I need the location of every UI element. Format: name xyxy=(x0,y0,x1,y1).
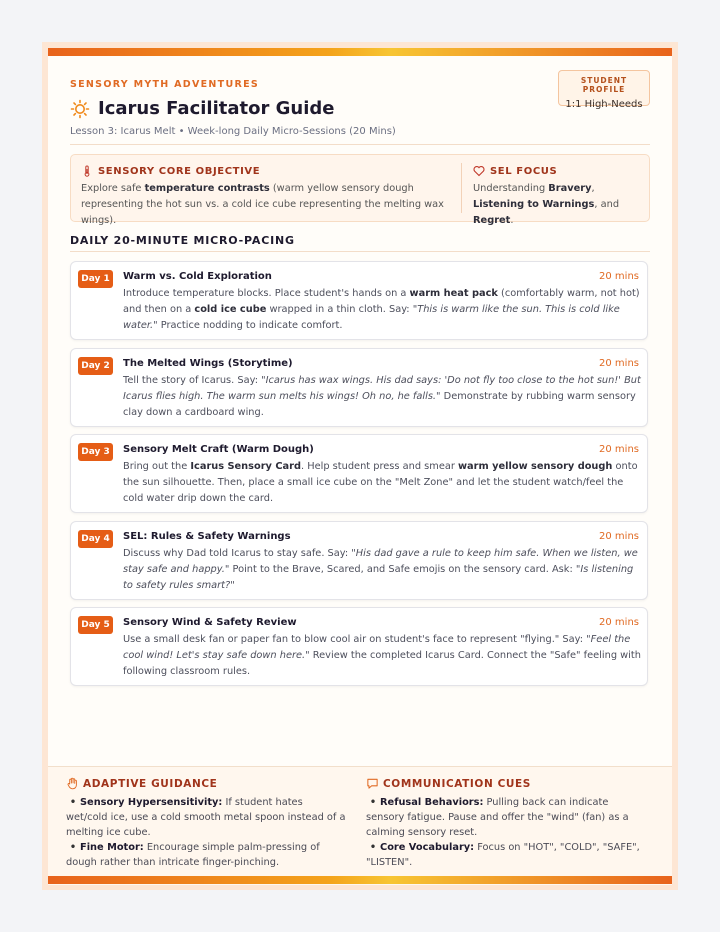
day-badge: Day 3 xyxy=(78,443,113,461)
sensory-core-objective xyxy=(81,165,449,229)
day-description: Discuss why Dad told Icarus to stay safe. Say: "His dad gave a rule to keep him safe. When we listen, we stay safe and happy." Point to the Brave, Scared, and Safe emojis on the sensory card. Ask: "Is listening to safety rules smart?" xyxy=(123,548,638,591)
sun-icon xyxy=(70,99,90,119)
day-card-5 xyxy=(70,607,648,686)
student-profile-badge xyxy=(558,70,650,110)
core-objective-text: Explore safe temperature contrasts (warm yellow sensory dough representing the hot sun vs. a cold ice cube representing the melting wax wings). xyxy=(81,183,444,226)
day-duration: 20 mins xyxy=(599,444,639,455)
day-description: Bring out the Icarus Sensory Card. Help student press and smear warm yellow sensory dough onto the sun silhouette. Then, place a small ice cube on the "Melt Zone" and let the student watch/feel the cold water drip down the card. xyxy=(123,461,638,504)
bottom-gradient-bar xyxy=(48,876,672,884)
profile-label: STUDENT PROFILE xyxy=(580,76,628,94)
day-card-4 xyxy=(70,521,648,600)
day-duration: 20 mins xyxy=(599,271,639,282)
footer-panel xyxy=(48,766,672,885)
day-title: Sensory Melt Craft (Warm Dough) xyxy=(123,444,314,455)
sel-focus-title: SEL FOCUS xyxy=(490,165,558,177)
chat-icon xyxy=(366,777,379,790)
core-objective-heading xyxy=(81,165,449,177)
list-item: • Core Vocabulary: Focus on "HOT", "COLD", "SAFE", "LISTEN". xyxy=(366,842,640,868)
profile-value: 1:1 High-Needs xyxy=(565,99,643,110)
day-card-3 xyxy=(70,434,648,513)
sel-focus-heading xyxy=(473,165,638,177)
communication-cues-title: COMMUNICATION CUES xyxy=(383,777,531,790)
day-badge: Day 5 xyxy=(78,616,113,634)
sel-focus xyxy=(473,165,638,229)
day-duration: 20 mins xyxy=(599,358,639,369)
day-title: The Melted Wings (Storytime) xyxy=(123,358,293,369)
day-title: Warm vs. Cold Exploration xyxy=(123,271,272,282)
objective-panel xyxy=(70,154,650,226)
day-duration: 20 mins xyxy=(599,531,639,542)
sel-focus-text: Understanding Bravery, Listening to Warnings, and Regret. xyxy=(473,183,620,226)
guide-page xyxy=(42,42,678,890)
day-badge: Day 1 xyxy=(78,270,113,288)
pacing-divider xyxy=(70,251,650,252)
lesson-subtitle: Lesson 3: Icarus Melt • Week-long Daily Micro-Sessions (20 Mins) xyxy=(70,126,396,137)
day-title: SEL: Rules & Safety Warnings xyxy=(123,531,291,542)
objective-divider xyxy=(461,163,462,213)
adaptive-guidance-title: ADAPTIVE GUIDANCE xyxy=(83,777,218,790)
list-item: • Sensory Hypersensitivity: If student hates wet/cold ice, use a cold smooth metal spoon instead of a melting ice cube. xyxy=(66,797,346,838)
heart-icon xyxy=(473,165,485,177)
core-objective-title: SENSORY CORE OBJECTIVE xyxy=(98,165,261,177)
day-description: Introduce temperature blocks. Place student's hands on a warm heat pack (comfortably warm, not hot) and then on a cold ice cube wrapped in a thin cloth. Say: "This is warm like the sun. This is cold like water." Practice nodding to indicate comfort. xyxy=(123,288,640,331)
pacing-heading: DAILY 20-MINUTE MICRO-PACING xyxy=(70,234,295,247)
adaptive-guidance-list xyxy=(66,795,346,870)
list-item: • Refusal Behaviors: Pulling back can indicate sensory fatigue. Pause and offer the "wind" (fan) as a calming sensory reset. xyxy=(366,797,629,838)
hand-icon xyxy=(66,777,79,790)
page-title: Icarus Facilitator Guide xyxy=(98,98,335,119)
series-kicker: SENSORY MYTH ADVENTURES xyxy=(70,79,260,90)
day-description: Use a small desk fan or paper fan to blow cool air on student's face to represent "flying." Say: "Feel the cool wind! Let's stay safe down here." Review the completed Icarus Card. Connect the "Safe" feeling with following classroom rules. xyxy=(123,634,641,677)
day-duration: 20 mins xyxy=(599,617,639,628)
title-row xyxy=(70,98,334,119)
thermometer-icon xyxy=(81,165,93,177)
list-item: • Fine Motor: Encourage simple palm-pressing of dough rather than intricate finger-pinching. xyxy=(66,842,320,868)
day-card-2 xyxy=(70,348,648,427)
communication-cues xyxy=(366,777,646,870)
header-divider xyxy=(70,144,650,145)
top-gradient-bar xyxy=(48,48,672,56)
day-badge: Day 4 xyxy=(78,530,113,548)
day-title: Sensory Wind & Safety Review xyxy=(123,617,297,628)
day-description: Tell the story of Icarus. Say: "Icarus has wax wings. His dad says: 'Do not fly too close to the hot sun!' But Icarus flies high. The warm sun melts his wings! Oh no, he falls." Demonstrate by rubbing warm sensory clay down a cardboard wing. xyxy=(123,375,641,418)
adaptive-guidance xyxy=(66,777,346,870)
day-card-1 xyxy=(70,261,648,340)
day-badge: Day 2 xyxy=(78,357,113,375)
communication-cues-list xyxy=(366,795,646,870)
adaptive-guidance-heading xyxy=(66,777,346,790)
communication-cues-heading xyxy=(366,777,646,790)
